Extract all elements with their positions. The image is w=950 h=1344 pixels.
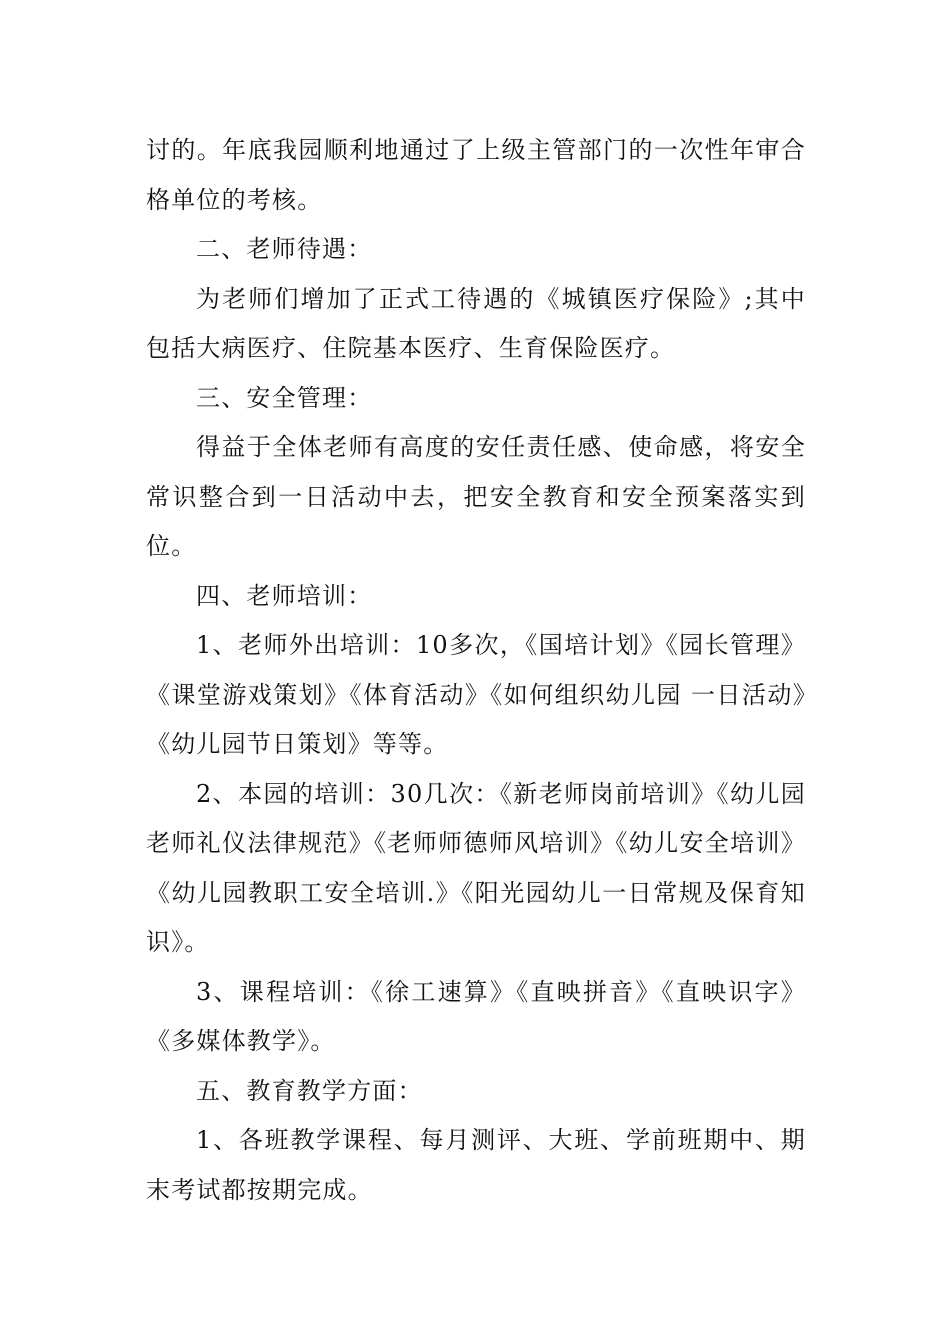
- section-heading: 五、教育教学方面：: [196, 1076, 423, 1105]
- list-item: 1、老师外出培训：10多次，《国培计划》《园长管理》《课堂游戏策划》《体育活动》《如何组织幼儿园 一日活动》《幼儿园节日策划》等等。: [146, 631, 806, 758]
- paragraph: 得益于全体老师有高度的安任责任感、使命感，将安全常识整合到一日活动中去，把安全教育和安全预案落实到位。: [146, 433, 806, 560]
- paragraph: 为老师们增加了正式工待遇的《城镇医疗保险》;其中包括大病医疗、住院基本医疗、生育保险医疗。: [146, 284, 806, 362]
- section-heading: 四、老师培训：: [196, 581, 373, 610]
- section-heading: 二、老师待遇：: [196, 235, 373, 263]
- section-heading: 三、安全管理：: [196, 383, 373, 412]
- list-item: 2、本园的培训：30几次：《新老师岗前培训》《幼儿园老师礼仪法律规范》《老师师德师风培训》《幼儿安全培训》《幼儿园教职工安全培训.》《阳光园幼儿一日常规及保育知识》。: [146, 779, 806, 956]
- list-item: 1、各班教学课程、每月测评、大班、学前班期中、期末考试都按期完成。: [146, 1126, 806, 1204]
- paragraph: 讨的。年底我园顺利地通过了上级主管部门的一次性年审合格单位的考核。: [146, 136, 806, 214]
- document-body: [146, 126, 806, 1215]
- list-item: 3、课程培训：《徐工速算》《直映拼音》《直映识字》《多媒体教学》。: [146, 977, 806, 1055]
